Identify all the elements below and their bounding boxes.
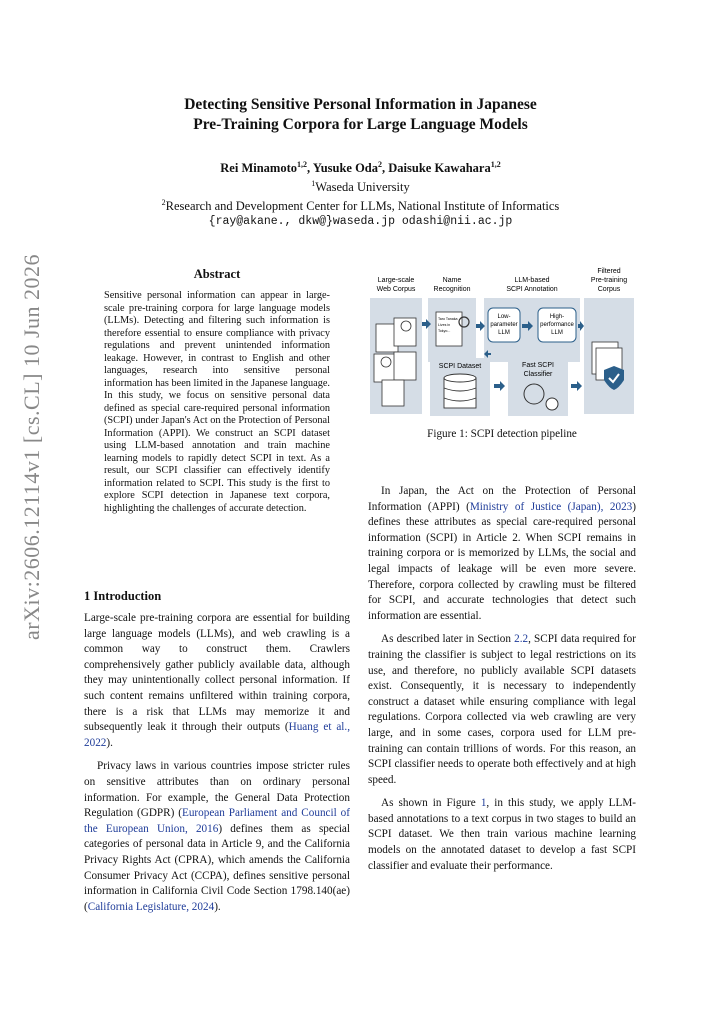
snippet-3: Tokyo... [438,329,451,333]
author-names: Rei Minamoto$^{1,2}$, Yusuke Oda$^2$, Daisuke Kawahara$^{1,2}$ [220,160,501,176]
right-paragraph-2 [368,632,636,788]
left-column-body [84,611,350,915]
section-2-2-link[interactable]: 2.2 [514,633,529,646]
aff1-text: Waseda University [315,180,410,195]
author-block [0,157,721,230]
dataset-label: SCPI Dataset [438,363,482,370]
abstract-heading: Abstract [193,267,241,281]
rp1-text: In Japan, the Act on the Protection of Personal Information (APPI) ( [368,485,636,513]
intro-paragraph-2 [84,759,350,915]
database-icon [444,374,476,408]
low-llm-2: parameter [490,322,518,328]
rp3-text: As shown in Figure [381,797,481,810]
right-paragraph-3 [368,796,636,874]
paper-title [0,95,721,135]
aff2-text: Research and Development Center for LLMs, National Institute of Informatics [165,199,560,214]
aff1-sup: 1 [311,179,316,189]
figure-1-pipeline [368,262,636,422]
low-llm-3: LLM [498,330,510,336]
label-filtered-3: Corpus [597,286,621,293]
high-llm-2: performance [540,322,574,328]
author-2-sup: 2 [378,160,383,169]
affiliation-2 [0,195,721,214]
arxiv-identifier: arXiv:2606.12114v1 [cs.CL] 10 Jun 2026 [19,253,44,640]
label-llm-2: SCPI Annotation [506,286,558,293]
author-1-sup: 1,2 [297,160,308,169]
citation-california[interactable]: California Legislature, 2024 [87,900,215,913]
p1-text: Large-scale pre-training corpora are essential for building large language models (LLMs), and web crawling is a common way to construct them. Crawlers comprehensively gather publicly available data, although they may unintentionally collect personal information. If such content remains unfiltered within training corpora, there is a risk that LLMs may memorize it and subsequently leak it through their outputs ( [84,612,350,734]
author-3: Daisuke Kawahara [388,161,491,176]
title-line-2: Pre-Training Corpora for Large Language Models [193,116,528,133]
p1-end: ). [106,736,113,749]
rp2-text: As described later in Section [381,633,515,646]
author-emails: {ray@akane., dkw@}waseda.jp odashi@nii.ac.jp [208,215,513,229]
section-heading-introduction: 1 Introduction [84,589,162,603]
title-line-1: Detecting Sensitive Personal Information in Japanese [184,96,537,113]
label-ner-2: Recognition [433,286,471,293]
rp1-end: ) defines these attributes as special care-required personal information (SCPI) in Article 2. When SCPI remains in training corpora or is memorized by LLMs, the social and legal impacts of leakage will be even more severe. Therefore, corpora collected by crawling must be filtered for SCPI, and accurate technologies that detect such information are essential. [368,500,636,622]
label-ner-1: Name [442,277,462,284]
classifier-2: Classifier [523,371,553,378]
aff2-sup: 2 [161,198,166,208]
p2-end: ). [214,900,221,913]
author-3-sup: 1,2 [490,160,501,169]
citation-gdpr[interactable]: European Parliament and Council of the European Union, 2016 [84,807,350,835]
label-filtered-2: Pre-training [590,277,628,284]
high-llm-3: LLM [551,330,563,336]
snippet-1: Taro Tanaka [438,317,458,321]
abstract-text: Sensitive personal information can appear in large-scale pre-training corpora for large language models (LLMs). Detecting and filtering such information is therefore essential to ensure compliance with privacy regulations and prevent unintended information leakage. However, in contrast to English and other languages, research into sensitive personal information has been limited in the Japanese language. In this study, we focus on sensitive personal data defined as special care-required personal information (SCPI) under Japan's Act on the Protection of Personal Information (APPI). We construct an SCPI dataset using LLM-based annotation and train machine learning models to rapidly detect SCPI in text. As a result, our SCPI classifier can effectively identify information related to SCPI. This study is the first to explore SCPI detection in Japanese text corpora, highlighting the challenges of accurate detection. [104,290,330,514]
p2-text: Privacy laws in various countries impose stricter rules on sensitive attributes than on ordinary personal information. For example, the General Data Protection Regulation (GDPR) ( [84,760,350,820]
rp3-end: , in this study, we apply LLM-based annotations to a text corpus in two stages to build an SCPI dataset. We then train various machine learning models on the annotated dataset to develop a fast SCPI classifier and evaluate their performance. [368,797,636,872]
label-web-2: Web Corpus [376,286,416,293]
author-2: Yusuke Oda [312,161,379,176]
clock-icon [546,398,558,410]
label-filtered-1: Filtered [597,268,621,275]
author-1: Rei Minamoto [220,161,298,176]
figure-1-caption: Figure 1: SCPI detection pipeline [427,428,577,440]
label-llm-1: LLM-based [514,277,550,284]
label-web-1: Large-scale [377,277,415,284]
figure-1-link[interactable]: 1 [480,797,487,810]
affiliation-1 [0,176,721,195]
intro-paragraph-1 [84,611,350,751]
p2-mid: ) defines them as special categories of personal data in Article 9, and the California Privacy Rights Act (CPRA), which amends the California Consumer Privacy Act (CCPA), defines sensitive personal information in California Civil Code Section 1798.140(ae) ( [84,822,350,913]
right-column-body [368,484,636,874]
low-llm-1: Low- [497,314,511,320]
high-llm-1: High- [549,314,565,320]
rp2-end: , SCPI data required for training the classifier is subject to legal restrictions on its use, and therefore, no publicly available SCPI datasets exist. Consequently, it is necessary to independently construct a dataset while ensuring compliance with legal regulations. Corpora collected via web crawling are very large, and in some cases, corpora used for LLM pre-training can contain trillions of words. For this reason, an SCPI classifier needs to operate both effectively and at high speed. [368,633,636,786]
right-paragraph-1 [368,484,636,624]
citation-huang[interactable]: Huang et al., 2022 [84,721,350,749]
classifier-1: Fast SCPI [522,362,554,369]
citation-ministry-of-justice[interactable]: Ministry of Justice (Japan), 2023 [469,500,633,513]
snippet-2: Lives in [438,323,451,327]
